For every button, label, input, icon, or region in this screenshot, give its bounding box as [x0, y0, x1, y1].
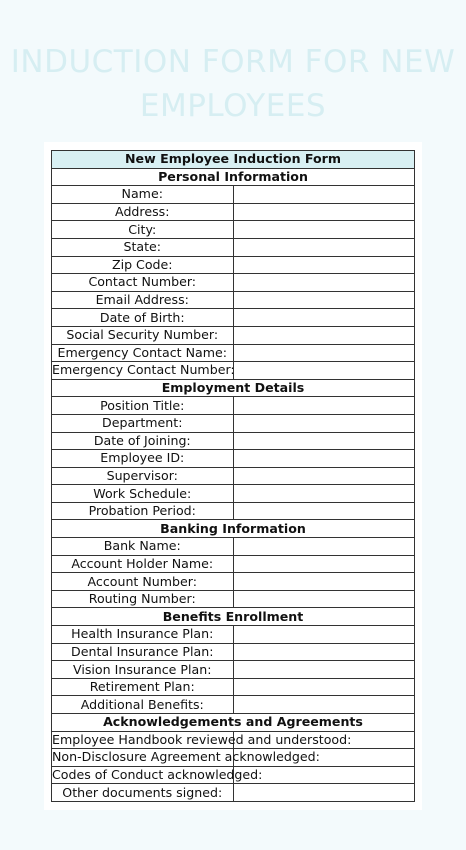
form-field-row	[52, 432, 415, 450]
field-label: Vision Insurance Plan:	[52, 661, 234, 679]
field-value-cell[interactable]	[233, 432, 415, 450]
field-label: State:	[52, 238, 234, 256]
field-label: Account Number:	[52, 573, 234, 591]
field-label: Probation Period:	[52, 502, 234, 520]
field-label: Retirement Plan:	[52, 678, 234, 696]
field-label: Health Insurance Plan:	[52, 626, 234, 644]
section-heading-row	[52, 168, 415, 186]
form-field-row	[52, 186, 415, 204]
form-title: New Employee Induction Form	[52, 151, 415, 169]
section-heading-row	[52, 379, 415, 397]
field-label: Bank Name:	[52, 538, 234, 556]
form-field-row	[52, 450, 415, 468]
form-field-row	[52, 731, 415, 749]
form-field-row	[52, 309, 415, 327]
field-label: Date of Birth:	[52, 309, 234, 327]
field-value-cell[interactable]	[233, 573, 415, 591]
field-value-cell[interactable]	[233, 203, 415, 221]
section-heading: Personal Information	[52, 168, 415, 186]
field-label: Work Schedule:	[52, 485, 234, 503]
form-field-row	[52, 538, 415, 556]
field-label: Emergency Contact Name:	[52, 344, 234, 362]
form-field-row	[52, 626, 415, 644]
field-value-cell[interactable]	[233, 678, 415, 696]
form-field-row	[52, 238, 415, 256]
form-field-row	[52, 678, 415, 696]
field-label: City:	[52, 221, 234, 239]
form-field-row	[52, 555, 415, 573]
form-field-row	[52, 749, 415, 767]
section-heading: Employment Details	[52, 379, 415, 397]
field-label: Supervisor:	[52, 467, 234, 485]
field-value-cell[interactable]	[233, 661, 415, 679]
field-value-cell[interactable]	[233, 626, 415, 644]
field-value-cell[interactable]	[233, 450, 415, 468]
field-label: Other documents signed:	[52, 784, 234, 802]
field-label: Dental Insurance Plan:	[52, 643, 234, 661]
form-field-row	[52, 256, 415, 274]
form-field-row	[52, 362, 415, 380]
form-field-row	[52, 397, 415, 415]
section-heading: Banking Information	[52, 520, 415, 538]
field-value-cell[interactable]	[233, 502, 415, 520]
field-value-cell[interactable]	[233, 467, 415, 485]
page-title: INDUCTION FORM FOR NEW EMPLOYEES	[10, 44, 456, 124]
section-heading: Benefits Enrollment	[52, 608, 415, 626]
field-value-cell[interactable]	[233, 309, 415, 327]
field-value-cell[interactable]	[233, 643, 415, 661]
section-heading-row	[52, 608, 415, 626]
form-field-row	[52, 502, 415, 520]
form-body	[52, 151, 415, 802]
form-field-row	[52, 661, 415, 679]
field-label: Date of Joining:	[52, 432, 234, 450]
field-value-cell[interactable]	[233, 274, 415, 292]
field-value-cell[interactable]	[233, 590, 415, 608]
induction-form-table	[51, 150, 415, 802]
field-label: Employee Handbook reviewed and understood:	[52, 731, 352, 747]
field-value-cell[interactable]	[233, 221, 415, 239]
form-field-row	[52, 784, 415, 802]
section-heading-row	[52, 714, 415, 732]
field-value-cell[interactable]	[233, 326, 415, 344]
field-label: Position Title:	[52, 397, 234, 415]
field-value-cell[interactable]	[233, 538, 415, 556]
field-label: Address:	[52, 203, 234, 221]
form-field-row	[52, 274, 415, 292]
field-value-cell[interactable]	[233, 362, 415, 380]
field-value-cell[interactable]	[233, 696, 415, 714]
form-field-row	[52, 203, 415, 221]
field-label: Employee ID:	[52, 450, 234, 468]
field-label: Codes of Conduct acknowledged:	[52, 767, 263, 783]
form-field-row	[52, 414, 415, 432]
field-label: Routing Number:	[52, 590, 234, 608]
field-label: Social Security Number:	[52, 326, 234, 344]
form-field-row	[52, 221, 415, 239]
form-field-row	[52, 766, 415, 784]
field-value-cell[interactable]	[233, 344, 415, 362]
field-label: Zip Code:	[52, 256, 234, 274]
field-value-cell[interactable]	[233, 414, 415, 432]
field-value-cell[interactable]	[233, 291, 415, 309]
field-value-cell[interactable]	[233, 238, 415, 256]
form-field-row	[52, 467, 415, 485]
form-title-row	[52, 151, 415, 169]
field-label: Emergency Contact Number:	[52, 362, 235, 378]
form-field-row	[52, 344, 415, 362]
form-field-row	[52, 696, 415, 714]
field-value-cell[interactable]	[233, 186, 415, 204]
field-label: Name:	[52, 186, 234, 204]
field-value-cell[interactable]	[233, 784, 415, 802]
form-field-row	[52, 590, 415, 608]
field-label: Additional Benefits:	[52, 696, 234, 714]
form-field-row	[52, 643, 415, 661]
field-label: Non-Disclosure Agreement acknowledged:	[52, 749, 320, 765]
field-value-cell[interactable]	[233, 256, 415, 274]
field-value-cell[interactable]	[233, 555, 415, 573]
form-field-row	[52, 485, 415, 503]
form-field-row	[52, 326, 415, 344]
field-value-cell[interactable]	[233, 397, 415, 415]
field-value-cell[interactable]	[233, 485, 415, 503]
form-field-row	[52, 291, 415, 309]
section-heading: Acknowledgements and Agreements	[52, 714, 415, 732]
field-label: Contact Number:	[52, 274, 234, 292]
form-field-row	[52, 573, 415, 591]
field-label: Department:	[52, 414, 234, 432]
field-label: Email Address:	[52, 291, 234, 309]
field-label: Account Holder Name:	[52, 555, 234, 573]
section-heading-row	[52, 520, 415, 538]
